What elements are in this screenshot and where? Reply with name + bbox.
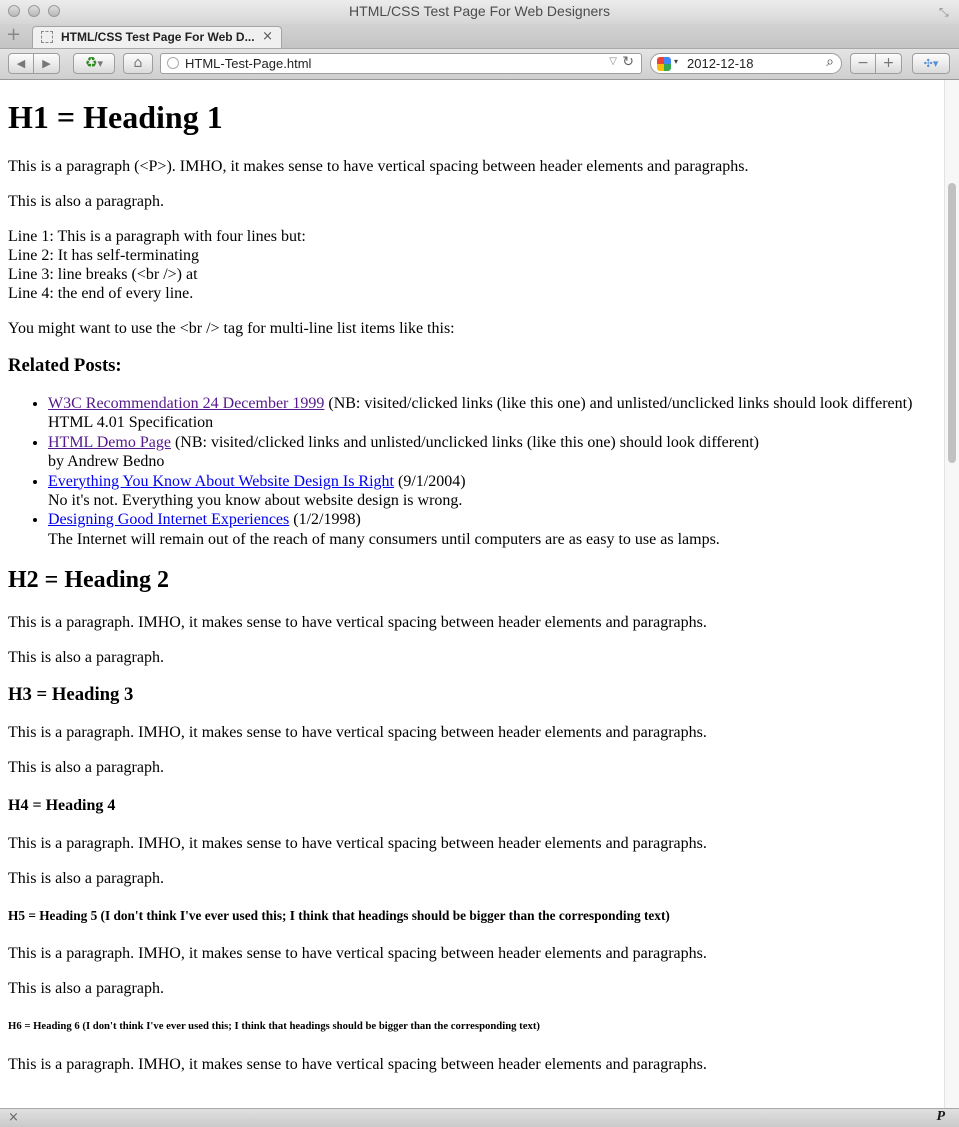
related-link-website-design[interactable]: Everything You Know About Website Design Is Right (48, 472, 394, 490)
paragraph: This is also a paragraph. (8, 193, 164, 210)
paragraph: This is a paragraph. IMHO, it makes sense to have vertical spacing between header elements and paragraphs. (8, 614, 707, 632)
title-bar (0, 0, 959, 24)
paragraph: This is a paragraph. IMHO, it makes sense to have vertical spacing between header elements and paragraphs. (8, 724, 707, 742)
paragraph: This is a paragraph. IMHO, it makes sense to have vertical spacing between header elements and paragraphs. (8, 835, 707, 853)
list-item: • Designing Good Internet Experiences (1/2/1998) The Internet will remain out of the reach of many consumers until computers are as easy to use as lamps. (48, 510, 936, 549)
reload-icon[interactable]: ↻ (622, 54, 634, 70)
tools-button[interactable] (912, 53, 950, 74)
tab-bar (0, 24, 959, 49)
related-link-w3c[interactable]: W3C Recommendation 24 December 1999 (48, 395, 325, 412)
tab-test-page[interactable] (32, 26, 282, 48)
home-button[interactable] (123, 53, 153, 74)
paragraph: This is also a paragraph. (8, 980, 164, 998)
search-engine-icon[interactable] (657, 57, 671, 71)
heading-3: H3 = Heading 3 (8, 684, 134, 706)
heading-1: H1 = Heading 1 (8, 99, 223, 135)
close-tab-icon[interactable]: × (262, 29, 273, 44)
list-item: • HTML Demo Page (NB: visited/clicked links and unlisted/unclicked links (like this one) should look different) by Andrew Bedno (48, 433, 936, 472)
heading-2: H2 = Heading 2 (8, 567, 170, 594)
window-title: HTML/CSS Test Page For Web Designers (349, 3, 610, 19)
zoom-in-button[interactable] (875, 53, 902, 74)
forward-button[interactable] (33, 53, 60, 74)
paragraph: This is a paragraph (<P>). IMHO, it makes sense to have vertical spacing between header elements and paragraphs. (8, 158, 749, 175)
heading-6: H6 = Heading 6 (I don't think I've ever used this; I think that headings should be bigger than the corresponding text) (8, 1020, 540, 1033)
extension-icon[interactable]: P (936, 1109, 945, 1124)
scrollbar-thumb[interactable] (948, 183, 956, 463)
paragraph: You might want to use the <br /> tag for multi-line list items like this: (8, 320, 455, 337)
home-icon: ⌂ (133, 55, 143, 71)
related-link-html-demo[interactable]: HTML Demo Page (48, 433, 171, 451)
recycle-button[interactable] (73, 53, 115, 74)
search-input[interactable]: 2012-12-18 (687, 56, 754, 71)
close-icon[interactable]: × (8, 1110, 19, 1125)
paragraph: This is also a paragraph. (8, 759, 164, 777)
paragraph: This is also a paragraph. (8, 649, 164, 667)
page-content (0, 80, 944, 1108)
url-input[interactable]: HTML-Test-Page.html (185, 56, 312, 71)
search-box[interactable] (650, 53, 842, 74)
plus-icon: + (882, 55, 895, 71)
tab-title: HTML/CSS Test Page For Web D... (61, 30, 255, 44)
related-posts-list (8, 394, 936, 549)
list-item: • W3C Recommendation 24 December 1999 (NB: visited/clicked links (like this one) and unlisted/unclicked links should look different) HTML 4.01 Specification (48, 394, 936, 433)
heading-5: H5 = Heading 5 (I don't think I've ever used this; I think that headings should be bigger than the corresponding text) (8, 908, 670, 924)
forward-icon: ▶ (42, 57, 51, 70)
list-item: • Everything You Know About Website Design Is Right (9/1/2004) No it's not. Everything you know about website design is wrong. (48, 472, 936, 511)
chevron-down-icon[interactable]: ▾ (674, 57, 679, 66)
globe-icon (167, 57, 179, 69)
tools-icon: ✣▾ (923, 57, 939, 70)
status-bar (0, 1108, 959, 1127)
vertical-scrollbar[interactable] (944, 80, 959, 1108)
heading-4: H4 = Heading 4 (8, 797, 116, 815)
zoom-out-button[interactable] (850, 53, 876, 74)
new-tab-icon[interactable]: + (6, 24, 22, 45)
search-icon[interactable]: ⌕ (826, 54, 834, 70)
back-icon: ◀ (16, 57, 26, 70)
paragraph: This is a paragraph. IMHO, it makes sense to have vertical spacing between header elements and paragraphs. (8, 945, 707, 963)
back-button[interactable] (8, 53, 34, 74)
related-link-internet-experiences[interactable]: Designing Good Internet Experiences (48, 511, 290, 529)
url-bar[interactable] (160, 53, 642, 74)
four-line-paragraph: Line 1: This is a paragraph with four lines but: Line 2: It has self-terminating Line 3: line breaks (<br />) at Line 4: the end of every line. (8, 228, 306, 302)
chevron-down-icon: ▾ (97, 57, 104, 70)
page-icon (41, 31, 53, 43)
recycle-icon: ♻ (84, 55, 98, 71)
navigation-toolbar (0, 49, 959, 80)
paragraph: This is a paragraph. IMHO, it makes sense to have vertical spacing between header elements and paragraphs. (8, 1056, 707, 1074)
related-posts-heading: Related Posts: (8, 355, 122, 376)
url-history-icon[interactable]: ▽ (609, 56, 617, 67)
fullscreen-icon[interactable]: ⤡ (939, 5, 949, 19)
paragraph: This is also a paragraph. (8, 870, 164, 888)
minus-icon: − (857, 55, 869, 71)
